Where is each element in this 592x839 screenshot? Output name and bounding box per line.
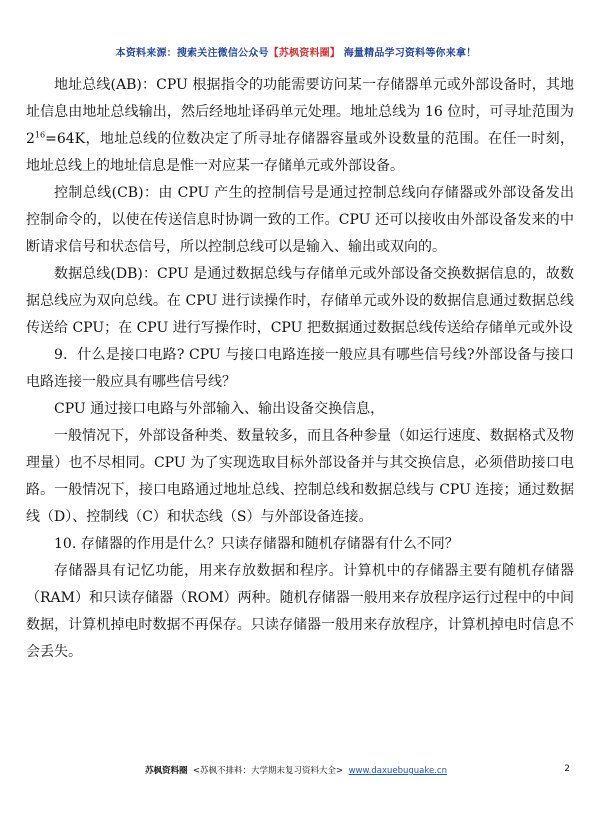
question-10: 10. 存储器的作用是什么？只读存储器和随机存储器有什么不同？ (54, 536, 459, 552)
paragraph-address-bus-rest: =64K，地址总线的位数决定了所寻址存储器容量或外设数量的范围。在任一时刻，地址总线上的地址信息是惟一对应某一存储单元或外部设备。 (26, 131, 574, 174)
page-number: 2 (564, 764, 570, 774)
footer-center (0, 764, 592, 776)
answer-9-line-1: CPU 通过接口电路与外部输入、输出设备交换信息， (54, 401, 385, 417)
paragraph-control-bus: 控制总线(CB)：由 CPU 产生的控制信号是通过控制总线向存储器或外部设备发出控制命令的，以使在传送信息时协调一致的工作。CPU 还可以接收由外部设备发来的中断请求信号和状态信号，所以控制总线可以是输入、输出或双向的。 (26, 185, 574, 255)
footer-link[interactable]: www.daxuebuguake.cn (348, 766, 447, 776)
document-body (26, 72, 574, 666)
header-brand: 【苏枫资料圈】 (268, 48, 341, 59)
exponent-16: 16 (34, 130, 46, 140)
header-banner (0, 44, 592, 59)
paragraph-address-bus-text: 地址总线(AB)：CPU 根据指令的功能需要访问某一存储器单元或外部设备时，其地址信息由地址总线输出，然后经地址译码单元处理。地址总线为 16 位时，可寻址范围为 2 (26, 77, 574, 147)
paragraph-address-bus (26, 72, 574, 180)
question-9: 9．什么是接口电路? CPU 与接口电路连接一般应具有哪些信号线?外部设备与接口电路连接一般应具有哪些信号线？ (26, 347, 574, 390)
header-prefix: 本资料来源：搜索关注微信公众号 (115, 48, 269, 59)
footer-middle: <苏枫不排料：大学期末复习资料大全> (192, 766, 344, 776)
answer-10: 存储器具有记忆功能，用来存放数据和程序。计算机中的存储器主要有随机存储器（RAM）和只读存储器（ROM）两种。随机存储器一般用来存放程序运行过程中的中间数据，计算机掉电时数据不再保存。只读存储器一般用来存放程序，计算机掉电时信息不会丢失。 (26, 563, 574, 660)
footer-brand: 苏枫资料圈 (145, 766, 188, 776)
page-footer (0, 764, 592, 778)
paragraph-data-bus: 数据总线(DB)：CPU 是通过数据总线与存储单元或外部设备交换数据信息的，故数据总线应为双向总线。在 CPU 进行读操作时，存储单元或外设的数据信息通过数据总线传送给 CPU；在 CPU 进行写操作时，CPU 把数据通过数据总线传送给存储单元或外设 (26, 266, 574, 336)
header-suffix: 海量精品学习资料等你来拿！ (343, 48, 477, 59)
answer-9-line-2: 一般情况下，外部设备种类、数量较多，而且各种参量（如运行速度、数据格式及物理量）也不尽相同。CPU 为了实现选取目标外部设备并与其交换信息，必须借助接口电路。一般情况下，接口电路通过地址总线、控制总线和数据总线与 CPU 连接；通过数据线（D）、控制线（C）和状态线（S）与外部设备连接。 (26, 428, 574, 525)
